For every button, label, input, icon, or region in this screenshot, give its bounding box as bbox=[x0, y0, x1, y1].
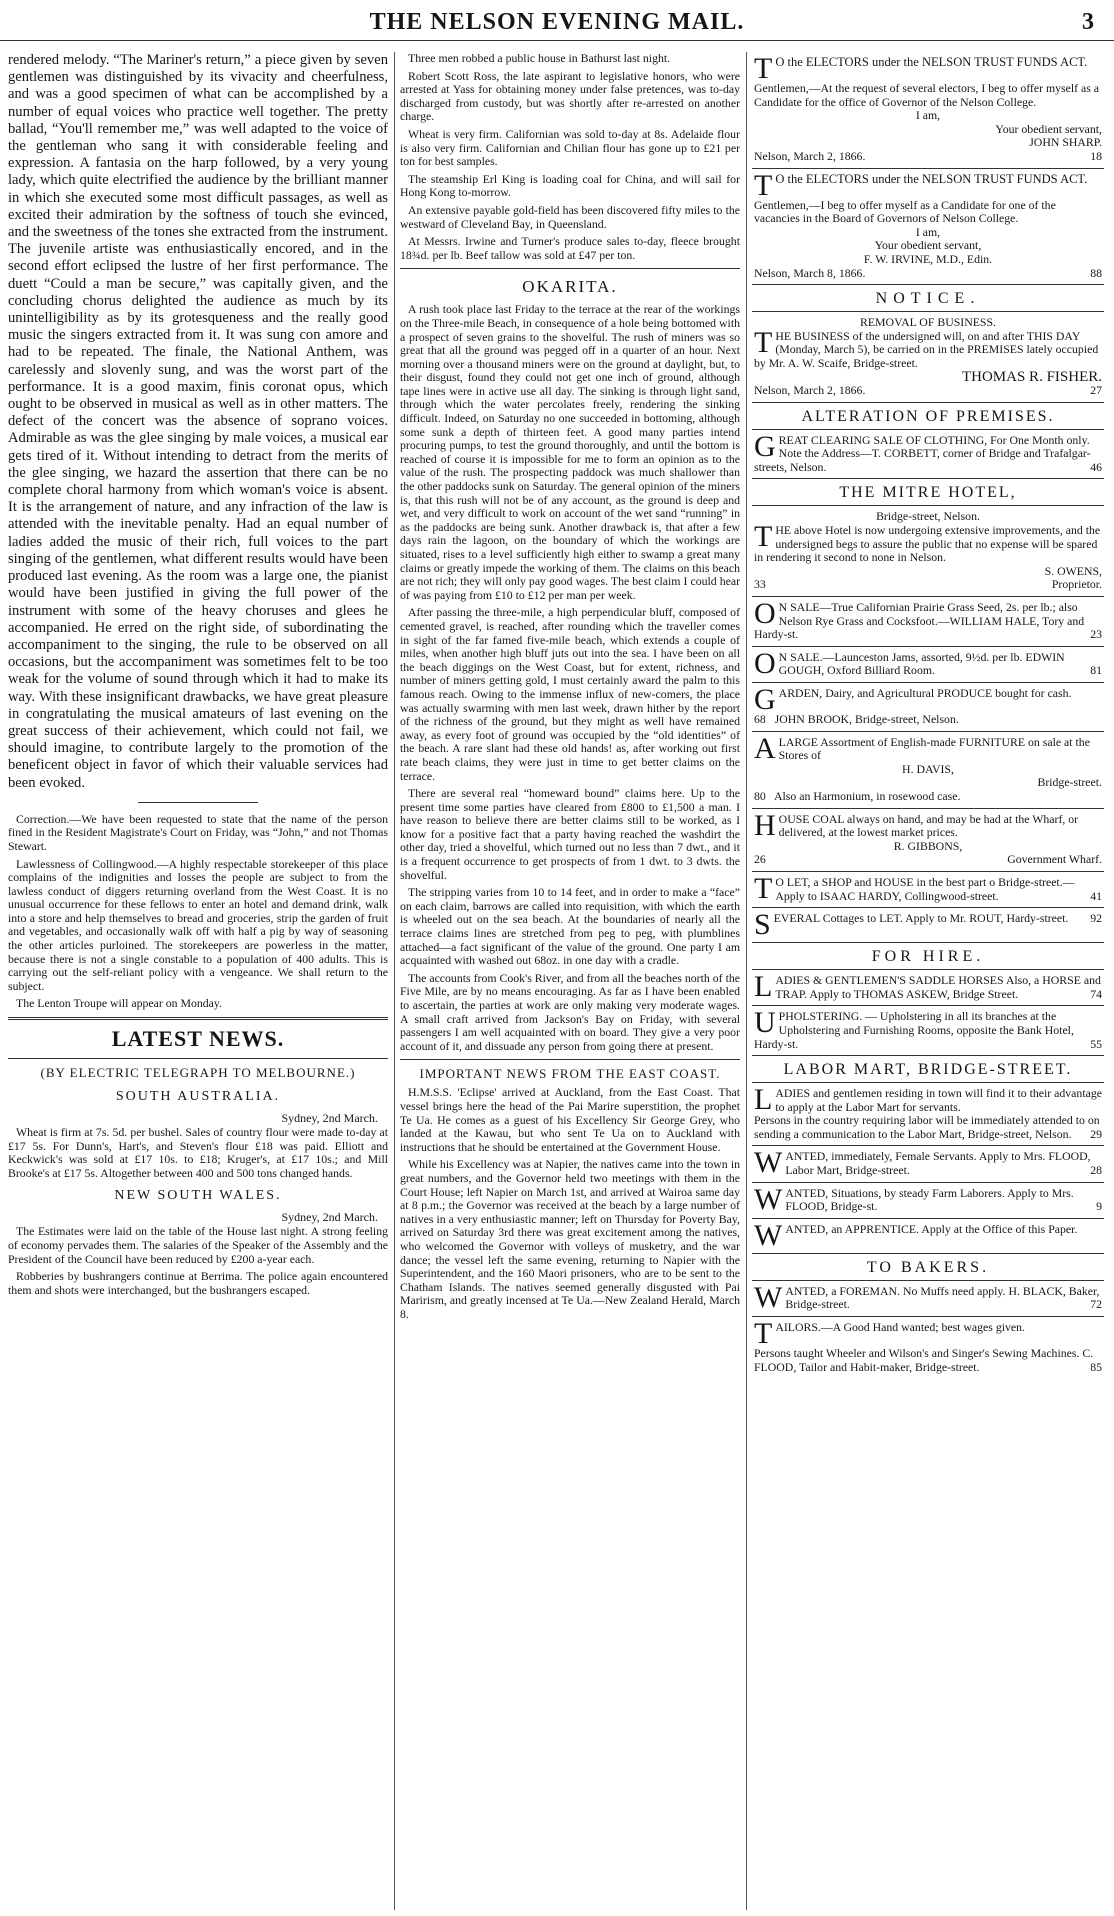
column-divider bbox=[394, 52, 395, 1910]
drop-cap: O bbox=[754, 597, 776, 631]
drop-cap: T bbox=[754, 52, 773, 85]
ad-body: HE BUSINESS of the undersigned will, on and after THIS DAY (Monday, March 5), be carried on in the PREMISES lately occupied by Mr. A. W. Scaife, Bridge-street. bbox=[754, 328, 1099, 370]
for-hire-heading: FOR HIRE. bbox=[752, 943, 1104, 970]
alteration-heading: ALTERATION OF PREMISES. bbox=[752, 403, 1104, 430]
ad-body: PHOLSTERING. — Upholstering in all its branches at the Upholstering and Furnishing Rooms, opposite the Bank Hotel, Hardy-st. bbox=[754, 1009, 1074, 1051]
ad-body: O LET, a SHOP and HOUSE in the best part o Bridge-street.—Apply to ISAAC HARDY, Collingwood-street. bbox=[775, 874, 1075, 903]
ad-body: Persons taught Wheeler and Wilson's and Singer's Sewing Machines. C. FLOOD, Tailor and Habit-maker, Bridge-street. bbox=[754, 1346, 1094, 1374]
ad-flood-situations bbox=[752, 1183, 1104, 1219]
ad-body: Gentlemen,—At the request of several electors, I beg to offer myself as a Candidate for the office of Governor of the Nelson College. bbox=[754, 81, 1100, 109]
ad-number: 68 bbox=[754, 712, 766, 726]
column-1 bbox=[8, 52, 388, 1910]
drop-cap: G bbox=[754, 429, 776, 463]
ad-signature: R. GIBBONS, bbox=[893, 838, 963, 853]
ad-body: OUSE COAL always on hand, and may be had at the Wharf, or delivered, at the lowest market prices. bbox=[778, 811, 1079, 840]
ad-number: 72 bbox=[1090, 1297, 1102, 1312]
ad-closing: Your obedient servant, bbox=[995, 121, 1102, 136]
east-coast-article bbox=[400, 1086, 740, 1321]
nsw-dateline: Sydney, 2nd March. bbox=[281, 1210, 378, 1225]
separator bbox=[400, 1059, 740, 1060]
ad-thomas-askew bbox=[752, 970, 1104, 1006]
okarita-article bbox=[400, 303, 740, 1053]
ad-edwin-gough bbox=[752, 647, 1104, 683]
ad-extra: Also an Harmonium, in rosewood case. bbox=[774, 788, 961, 803]
ad-signature: H. DAVIS, bbox=[902, 761, 954, 776]
ad-title: O the ELECTORS under the NELSON TRUST FUNDS ACT. bbox=[775, 55, 1088, 69]
ad-number: 29 bbox=[1090, 1126, 1102, 1141]
masthead bbox=[0, 0, 1114, 41]
to-bakers-heading: TO BAKERS. bbox=[752, 1254, 1104, 1281]
mitre-heading: THE MITRE HOTEL, bbox=[752, 479, 1104, 506]
drop-cap: T bbox=[754, 520, 773, 554]
ad-body: ARDEN, Dairy, and Agricultural PRODUCE bought for cash. bbox=[778, 686, 1072, 700]
ad-body: ANTED, an APPRENTICE. Apply at the Office of this Paper. bbox=[785, 1221, 1078, 1236]
ad-number: 28 bbox=[1090, 1163, 1102, 1178]
nsw-news-continued bbox=[400, 52, 740, 262]
ad-body: Persons in the country requiring labor will be immediately attended to on sending a communication to the Labor Mart, Bridge-street, Nelson. bbox=[754, 1113, 1100, 1141]
okarita-paragraph: After passing the three-mile, a high perpendicular bluff, composed of cemented gravel, is reached, after rounding which the traveller comes in sight of the far famed five-mile beach, which extends a couple of miles, when another high bluff juts out into the sea. I have been on all the beach diggings on the West Coast, but for extent, richness, and number of miners getting gold, I must certainly award the palm to this famous reach. Owing to the immense influx of new-comers, the place was actually swarming with men last week, drawn hither by the report of the richness of the ground, but they might as well have remained away, as every foot of ground was occupied by the “old identities” of the beach. A rare slant had these old hands! as, after working out first rate beach claims, they were just in time to get better claims on the terrace. bbox=[400, 605, 740, 783]
separator bbox=[8, 1058, 388, 1059]
nsw-heading: NEW SOUTH WALES. bbox=[114, 1188, 282, 1204]
ad-signature: F. W. IRVINE, M.D., Edin. bbox=[863, 251, 993, 266]
ad-r-gibbons bbox=[752, 809, 1104, 872]
lenton-note: The Lenton Troupe will appear on Monday. bbox=[16, 996, 222, 1011]
separator bbox=[8, 1017, 388, 1020]
ad-labor-mart bbox=[752, 1083, 1104, 1146]
news-paragraph: Wheat is very firm. Californian was sold to-day at 8s. Adelaide flour is also very firm. Californian and Chilian flour has gone up to £21 per ton for best samples. bbox=[400, 126, 740, 169]
ad-body: ANTED, immediately, Female Servants. Apply to Mrs. FLOOD, Labor Mart, Bridge-street. bbox=[785, 1149, 1091, 1178]
ad-apprentice bbox=[752, 1219, 1104, 1254]
page-number: 3 bbox=[1082, 9, 1094, 35]
telegraph-subheading: (BY ELECTRIC TELEGRAPH TO MELBOURNE.) bbox=[40, 1065, 356, 1081]
ad-body: LARGE Assortment of English-made FURNITURE on sale at the Stores of bbox=[778, 734, 1090, 763]
concert-review bbox=[8, 52, 388, 792]
east-coast-paragraph: H.M.S.S. 'Eclipse' arrived at Auckland, from the East Coast. That vessel brings here the head of the Pai Marire superstition, the prophet Te Ua. He comes as a guest of his Excellency Sir George Grey, who landed at the Kawau, but who sent Te Ua on to Auckland with instructions that he should be entertained at the Government House. bbox=[400, 1085, 740, 1154]
ad-address: Bridge-street. bbox=[1037, 775, 1102, 790]
drop-cap: T bbox=[754, 325, 773, 359]
drop-cap: O bbox=[754, 646, 776, 680]
drop-cap: U bbox=[754, 1006, 776, 1040]
ad-h-black bbox=[752, 1281, 1104, 1317]
east-coast-heading: IMPORTANT NEWS FROM THE EAST COAST. bbox=[419, 1066, 721, 1082]
ad-thomas-fisher bbox=[752, 312, 1104, 403]
ad-body: ANTED, a FOREMAN. No Muffs need apply. H. BLACK, Baker, Bridge-street. bbox=[785, 1283, 1100, 1312]
ad-number: 80 bbox=[754, 788, 766, 803]
nsw-news: Robberies by bushrangers continue at Berrima. The police again encountered them and shots were interchanged, but the bushrangers escaped. bbox=[8, 1269, 388, 1297]
ad-address: Government Wharf. bbox=[1007, 852, 1102, 867]
south-australia-heading: SOUTH AUSTRALIA. bbox=[115, 1089, 281, 1105]
ad-number: 23 bbox=[1090, 627, 1102, 642]
okarita-paragraph: There are several real “homeward bound” claims here. Up to the present time some parties have cleared from £800 to £1,500 a man. I have reason to believe there are better claims still to be worked, as I know for a positive fact that a party having reached the washdirt the other day, tried a shovelful, which turned out no less than 7 dwt., and it is a frequent occurrence to get prospects of from 1 dwt. to 3 dwts. the shovelful. bbox=[400, 786, 740, 882]
drop-cap: W bbox=[754, 1146, 783, 1180]
correction-note: Correction.—We have been requested to state that the name of the person fined in the Resident Magistrate's Court on Friday, was “John,” and not Thomas Stewart. bbox=[8, 811, 388, 853]
column-divider bbox=[746, 52, 747, 1910]
news-paragraph: The steamship Erl King is loading coal for China, and will sail for Hong Kong to-morrow. bbox=[400, 171, 740, 200]
drop-cap: W bbox=[754, 1218, 783, 1252]
news-paragraph: An extensive payable gold-field has been discovered fifty miles to the westward of Cleveland Bay, in Queensland. bbox=[400, 202, 740, 231]
ad-body: ADIES and gentlemen residing in town will find it to their advantage to apply at the Labor Mart for servants. bbox=[775, 1086, 1102, 1114]
ad-h-davis bbox=[752, 732, 1104, 809]
ad-number: 85 bbox=[1090, 1359, 1102, 1374]
ad-date: Nelson, March 2, 1866. bbox=[754, 148, 866, 163]
ad-number: 9 bbox=[1096, 1199, 1102, 1214]
ad-number: 27 bbox=[1090, 383, 1102, 398]
ad-number: 92 bbox=[1090, 911, 1102, 926]
collingwood-note: Lawlessness of Collingwood.—A highly respectable storekeeper of this place complains of the indignities and losses the people are subject to from the lawless conduct of diggers returning overland from the West Coast. It is no unusual occurrence for these fellows to enter an hotel and demand drink, walk into a store and help themselves to bread and groceries, strip the garden of fruit and vegetables, and occasionally walk off with half a pig by way of seasoning the other articles purloined. The storekeepers are powerless in the matter, because there is not a single constable to a population of 400 adults. This is carrying out the self-reliant policy with a vengeance. We shall return to the subject. bbox=[8, 856, 388, 993]
sa-dateline: Sydney, 2nd March. bbox=[281, 1111, 378, 1126]
ad-mitre-hotel bbox=[752, 506, 1104, 597]
news-paragraph: Three men robbed a public house in Bathurst last night. bbox=[408, 52, 671, 65]
ad-subheading: Bridge-street, Nelson. bbox=[876, 509, 980, 524]
ad-william-hale bbox=[752, 597, 1104, 647]
news-paragraph: Robert Scott Ross, the late aspirant to legislative honors, who were arrested at Yass for obtaining money under false pretences, was to-day discharged from custody, but was shortly after re-arrested on another charge. bbox=[400, 68, 740, 124]
ad-number: 81 bbox=[1090, 663, 1102, 678]
ad-closing: Your obedient servant, bbox=[874, 238, 982, 253]
ad-body: EVERAL Cottages to LET. Apply to Mr. ROUT, Hardy-street. bbox=[773, 911, 1069, 926]
drop-cap: S bbox=[754, 908, 771, 942]
ad-signature: JOHN BROOK, Bridge-street, Nelson. bbox=[774, 712, 959, 726]
labor-mart-heading: LABOR MART, BRIDGE-STREET. bbox=[752, 1056, 1104, 1083]
ad-date: Nelson, March 8, 1866. bbox=[754, 265, 866, 280]
ad-number: 26 bbox=[754, 852, 766, 867]
ad-signature: THOMAS R. FISHER. bbox=[961, 368, 1102, 385]
ad-title: O the ELECTORS under the NELSON TRUST FUNDS ACT. bbox=[775, 171, 1088, 186]
ad-body: N SALE.—Launceston Jams, assorted, 9½d. per lb. EDWIN GOUGH, Oxford Billiard Room. bbox=[778, 649, 1065, 678]
drop-cap: T bbox=[754, 1317, 773, 1351]
drop-cap: G bbox=[754, 683, 776, 716]
column-3-advertisements bbox=[752, 52, 1104, 1910]
ad-flood-servants bbox=[752, 1146, 1104, 1182]
ad-number: 88 bbox=[1090, 265, 1102, 280]
drop-cap: W bbox=[754, 1280, 783, 1314]
drop-cap: L bbox=[754, 970, 773, 1004]
ad-number: 18 bbox=[1090, 148, 1102, 163]
ad-number: 55 bbox=[1090, 1036, 1102, 1051]
ad-body: ADIES & GENTLEMEN'S SADDLE HORSES Also, a HORSE and TRAP. Apply to THOMAS ASKEW, Bridge Street. bbox=[775, 973, 1101, 1001]
ad-date: Nelson, March 2, 1866. bbox=[754, 383, 866, 398]
ad-number: 33 bbox=[754, 577, 766, 592]
okarita-paragraph: The stripping varies from 10 to 14 feet, and in order to make a “face” on each claim, barrows are called into requisition, with which the earth is wheeled out on the sea beach. At the boundaries of nearly all the terrace claims lines are stretched from peg to peg, with plumblines attached—a fact significant of the value of the ground. One party I am acquainted with washed out 68oz. in one day with a cradle. bbox=[400, 885, 740, 968]
nsw-news: The Estimates were laid on the table of the House last night. A strong feeling of economy pervades them. The salaries of the Speaker of the Assembly and the President of the Council have been reduced by £200 a-year each. bbox=[8, 1224, 388, 1266]
ad-isaac-hardy bbox=[752, 872, 1104, 908]
ad-subheading: REMOVAL OF BUSINESS. bbox=[859, 315, 997, 330]
ad-role: Proprietor. bbox=[1051, 577, 1102, 592]
latest-news-heading: LATEST NEWS. bbox=[111, 1026, 285, 1052]
news-paragraph: At Messrs. Irwine and Turner's produce sales to-day, fleece brought 18¾d. per lb. Beef tallow was sold at £47 per ton. bbox=[400, 234, 740, 262]
ad-rout bbox=[752, 908, 1104, 943]
okarita-heading: OKARITA. bbox=[522, 277, 618, 297]
drop-cap: T bbox=[754, 871, 773, 905]
ad-corbett bbox=[752, 430, 1104, 480]
ad-closing: I am, bbox=[915, 224, 941, 239]
separator bbox=[138, 802, 258, 803]
ad-john-sharp bbox=[752, 52, 1104, 169]
drop-cap: W bbox=[754, 1182, 783, 1216]
ad-irvine bbox=[752, 169, 1104, 286]
drop-cap: T bbox=[754, 168, 773, 202]
column-2 bbox=[400, 52, 740, 1910]
ad-number: 41 bbox=[1090, 888, 1102, 903]
ad-body: HE above Hotel is now undergoing extensive improvements, and the undersigned begs to assure the public that no expense will be spared in rendering it second to none in Nelson. bbox=[754, 523, 1101, 565]
ad-body: ANTED, Situations, by steady Farm Laborers. Apply to Mrs. FLOOD, Bridge-st. bbox=[785, 1185, 1074, 1214]
separator bbox=[400, 268, 740, 269]
ad-john-brook bbox=[752, 683, 1104, 732]
notice-heading: NOTICE. bbox=[752, 285, 1104, 312]
newspaper-title: THE NELSON EVENING MAIL. bbox=[369, 9, 745, 35]
drop-cap: L bbox=[754, 1083, 773, 1117]
okarita-paragraph: The accounts from Cook's River, and from all the beaches north of the Five Mile, are by no means encouraging. As far as I have been enabled to ascertain, the parties at work are only making very moderate wages. A small craft arrived from Jackson's Bay on Friday, with several passengers I am well acquainted with on board. They give a very poor account of it, and dissuade any person from going there at present. bbox=[400, 970, 740, 1053]
ad-signature: S. OWENS, bbox=[1044, 563, 1102, 578]
ad-signature: JOHN SHARP. bbox=[1029, 135, 1102, 150]
ad-body: AILORS.—A Good Hand wanted; best wages given. bbox=[775, 1320, 1025, 1335]
ad-tailors bbox=[752, 1317, 1104, 1378]
ad-body: Gentlemen,—I beg to offer myself as a Candidate for one of the vacancies in the Board of Governors of Nelson College. bbox=[754, 197, 1056, 226]
okarita-paragraph: A rush took place last Friday to the terrace at the rear of the workings on the Three-mile Beach, in consequence of a hole being bottomed with a prospect of seven grains to the shovelful. The rush of miners was so great that all the ground was pegged off in a quarter of an hour. Next morning over a thousand miners were on the ground at daylight, but, to their disgust, found they could not get one inch of ground, although tape lines were in active use all day. The sinking is through light sand, through which the water percolates freely, rendering the sinking difficult. Indeed, on Saturday no one succeeded in bottoming, although some sunk a depth of thirteen feet. A good many parties intend procuring pumps, to test the ground thoroughly, and until the bottom is reached of course it is impossible for me to form an opinion as to the value of the rush. The prospecting paddock was much shallower than the other paddocks sunk on Saturday. The general opinion of the miners is, that this rush will not be of any account, as the ground is deep and wet, and very difficult to work on account of the wet sand “running” in as the paddocks are being sunk. Another drawback is, that after a few days rain the lagoon, on the boundary of which the workings are situated, rises to a level sufficiently high either to swamp a great many claims or greatly impede the working of them. The claims on this beach are not rich; they will only pay good wages. The best claim I could hear of was paying from £10 to £12 per man per week. bbox=[400, 302, 740, 602]
ad-closing: I am, bbox=[915, 108, 941, 123]
concert-paragraph: rendered melody. “The Mariner's return,” a piece given by seven gentlemen was distinguished by its vivacity and cheerfulness, and was a good specimen of what can be accomplished by a number of equal voices who practice well together. The pretty ballad, “You'll remember me,” was well adapted to the voice of the gentleman who sang it with considerable feeling and expression. A fantasia on the harp followed, by a very young lady, which quite electrified the audience by the brilliant manner in which she executed some most difficult passages, as well as excited their admiration by the softness of touch she evinced, and the sweetness of the tones she extracted from the instrument. The juvenile artiste was enthusiastically encored, and in the second effort eclipsed the lustre of her first performance. The duett “Could a man be secure,” was capitally given, and the concluding chorus delighted the audience as much by its unintelligibility as by its grotesqueness and the really good music the singers extracted from it. It was sung con amore and had to be repeated. The finale, the National Anthem, was carelessly and slovenly sung, and was the worst part of the performance. It is a good maxim, finis coronat opus, which ought to be observed in musical as well as in other matters. The defect of the concert was the absence of soprano voices. Admirable as was the glee singing by male voices, a musical ear gets tired of it. Without intending to detract from the merits of the glee singing, we hazard the assertion that there can be no complete choral harmony from which woman's voice is absent. It is the arrangement of nature, and any infraction of the law is attended with the inevitable penalty. Had an equal number of ladies added the music of their rich, full voices to the part singing of the gentlemen, what different results would have been produced last evening. As the room was a large one, the pianist would have been justified in giving the full power of the instrument with some of the heavy choruses and glees he accompanied. He erred on the right side, of subordinating the accompaniment to the singing, the rule to be observed on all occasions, but the accompaniment was sometimes felt to be too weak for the volume of sound through which it had to make its way. With these insignificant drawbacks, we have great pleasure in congratulating the musical amateurs of last evening on the great success of their achievement, which could not fail, we should imagine, to contribute largely to the promotion of the beneficent object in favor of which their valuable services had been evoked. bbox=[8, 52, 388, 791]
local-notes bbox=[8, 813, 388, 1011]
sa-news: Wheat is firm at 7s. 5d. per bushel. Sales of country flour were made to-day at £17 5s. For Dunn's, Hart's, and Steven's flour £18 was paid. Elliott and Keckwick's was sold at £17 10s. to £18; Kruger's, at £17 10s.; and Mill Brooke's at £17 5s. Altogether between 400 and 500 tons changed hands. bbox=[8, 1125, 388, 1180]
drop-cap: H bbox=[754, 808, 776, 842]
ad-body: REAT CLEARING SALE OF CLOTHING, For One Month only. Note the Address—T. CORBETT, corner of Bridge and Trafalgar-streets, Nelson. bbox=[754, 432, 1091, 474]
east-coast-paragraph: While his Excellency was at Napier, the natives came into the town in great numbers, and the Governor held two meetings with them in the Court House; left Napier on March 1st, and arrived at Wairoa same day at 8 p.m.; the Governor was received at the beach by a large number of natives in a very enthusiastic manner; left on Thursday for Poverty Bay, arrived on Saturday 3rd there was great excitement among the natives, who welcomed the Governor with volleys of musketry, and the war dance; the vessel left the same evening, returning to Napier with the Superintendent, and the 160 Maori prisoners, who are to be sent to the Chatham Islands. The natives seemed generally disgusted with Pai Marirism, and greatly incensed at Te Ua.—New Zealand Herald, March 8. bbox=[400, 1157, 740, 1321]
ad-number: 74 bbox=[1090, 986, 1102, 1001]
drop-cap: A bbox=[754, 731, 776, 765]
ad-number: 46 bbox=[1090, 459, 1102, 474]
ad-upholstering bbox=[752, 1006, 1104, 1056]
ad-body: N SALE—True Californian Prairie Grass Seed, 2s. per lb.; also Nelson Rye Grass and Cocksfoot.—WILLIAM HALE, Tory and Hardy-st. bbox=[754, 600, 1085, 642]
